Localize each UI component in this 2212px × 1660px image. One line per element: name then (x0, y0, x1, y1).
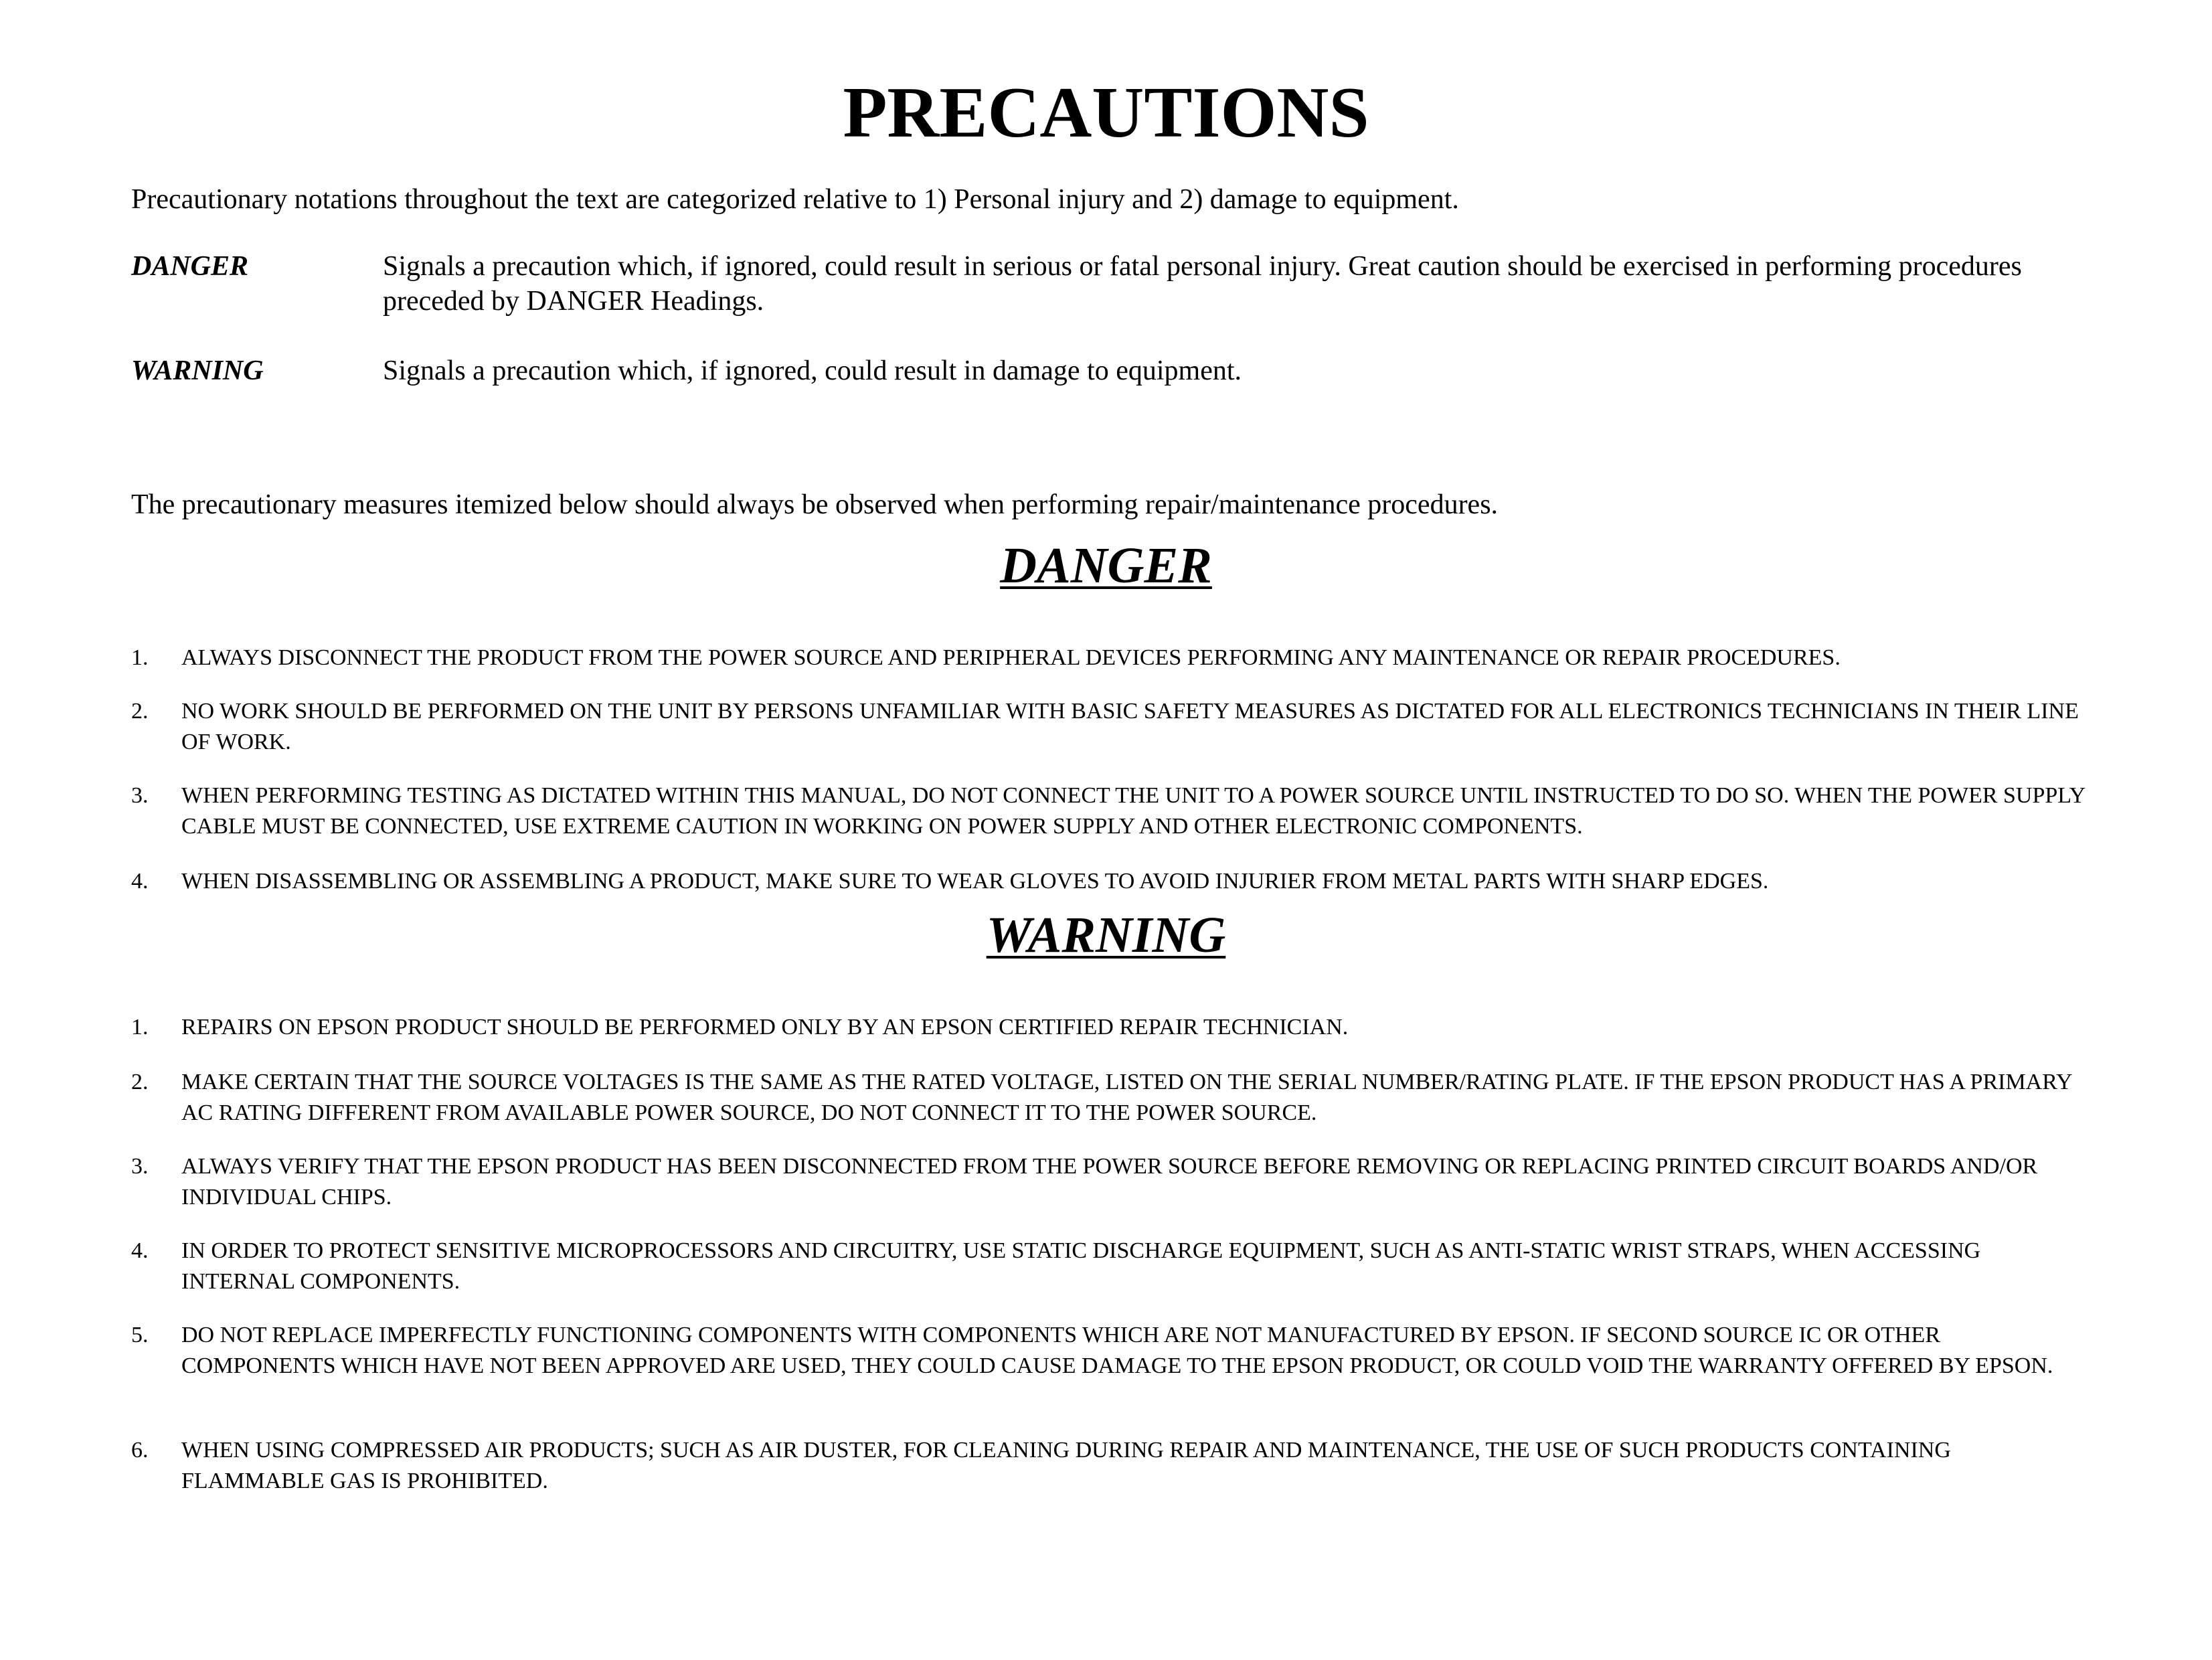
list-item-number: 4. (131, 1238, 149, 1263)
danger-heading: DANGER (1000, 537, 1212, 594)
list-item-text: WHEN USING COMPRESSED AIR PRODUCTS; SUCH AS AIR DUSTER, FOR CLEANING DURING REPAIR AND MAINTENANCE, THE USE OF SUCH PRODUCTS CONTAINING FLAMMABLE GAS IS PROHIBITED. (181, 1438, 1951, 1493)
definition-text-danger: Signals a precaution which, if ignored, could result in serious or fatal personal injury. Great caution should be exercised in performing procedures preceded by DANGER Headings. (383, 251, 2022, 317)
list-item-number: 4. (131, 869, 149, 894)
list-item-text: WHEN PERFORMING TESTING AS DICTATED WITHIN THIS MANUAL, DO NOT CONNECT THE UNIT TO A POWER SOURCE UNTIL INSTRUCTED TO DO SO. WHEN THE POWER SUPPLY CABLE MUST BE CONNECTED, USE EXTREME CAUTION IN WORKING ON POWER SUPPLY AND OTHER ELECTRONIC COMPONENTS. (181, 783, 2085, 839)
warning-heading: WARNING (986, 907, 1226, 963)
list-item-number: 1. (131, 645, 149, 670)
definition-text-warning: Signals a precaution which, if ignored, could result in damage to equipment. (383, 355, 1242, 386)
list-item-number: 5. (131, 1323, 149, 1347)
list-item-number: 1. (131, 1015, 149, 1040)
list-item-text: ALWAYS DISCONNECT THE PRODUCT FROM THE POWER SOURCE AND PERIPHERAL DEVICES PERFORMING ANY MAINTENANCE OR REPAIR PROCEDURES. (181, 645, 1841, 670)
list-item-number: 3. (131, 1154, 149, 1179)
intro-paragraph: Precautionary notations throughout the text are categorized relative to 1) Personal injury and 2) damage to equipment. (131, 184, 1459, 215)
definition-term-warning: WARNING (131, 355, 264, 386)
list-item-text: IN ORDER TO PROTECT SENSITIVE MICROPROCESSORS AND CIRCUITRY, USE STATIC DISCHARGE EQUIPMENT, SUCH AS ANTI-STATIC WRIST STRAPS, WHEN ACCESSING INTERNAL COMPONENTS. (181, 1238, 1981, 1294)
list-item-text: MAKE CERTAIN THAT THE SOURCE VOLTAGES IS THE SAME AS THE RATED VOLTAGE, LISTED ON THE SERIAL NUMBER/RATING PLATE. IF THE EPSON PRODUCT HAS A PRIMARY AC RATING DIFFERENT FROM AVAILABLE POWER SOURCE, DO NOT CONNECT IT TO THE POWER SOURCE. (181, 1070, 2072, 1125)
list-item-text: REPAIRS ON EPSON PRODUCT SHOULD BE PERFORMED ONLY BY AN EPSON CERTIFIED REPAIR TECHNICIAN. (181, 1015, 1349, 1040)
list-item-text: NO WORK SHOULD BE PERFORMED ON THE UNIT BY PERSONS UNFAMILIAR WITH BASIC SAFETY MEASURES AS DICTATED FOR ALL ELECTRONICS TECHNICIANS IN THEIR LINE OF WORK. (181, 699, 2079, 754)
definition-term-danger: DANGER (131, 251, 249, 282)
list-item-number: 3. (131, 783, 149, 808)
list-item-text: ALWAYS VERIFY THAT THE EPSON PRODUCT HAS BEEN DISCONNECTED FROM THE POWER SOURCE BEFORE REMOVING OR REPLACING PRINTED CIRCUIT BOARDS AND/OR INDIVIDUAL CHIPS. (181, 1154, 2038, 1210)
list-item-number: 6. (131, 1438, 149, 1463)
page-title: PRECAUTIONS (843, 73, 1369, 153)
list-item-number: 2. (131, 699, 149, 724)
list-item-text: WHEN DISASSEMBLING OR ASSEMBLING A PRODUCT, MAKE SURE TO WEAR GLOVES TO AVOID INJURIER FROM METAL PARTS WITH SHARP EDGES. (181, 869, 1769, 894)
list-item-number: 2. (131, 1070, 149, 1094)
list-item-text: DO NOT REPLACE IMPERFECTLY FUNCTIONING COMPONENTS WITH COMPONENTS WHICH ARE NOT MANUFACTURED BY EPSON. IF SECOND SOURCE IC OR OTHER COMPONENTS WHICH HAVE NOT BEEN APPROVED ARE USED, THEY COULD CAUSE DAMAGE TO THE EPSON PRODUCT, OR COULD VOID THE WARRANTY OFFERED BY EPSON. (181, 1323, 2053, 1378)
measures-intro: The precautionary measures itemized below should always be observed when performing repair/maintenance procedures. (131, 489, 1499, 520)
